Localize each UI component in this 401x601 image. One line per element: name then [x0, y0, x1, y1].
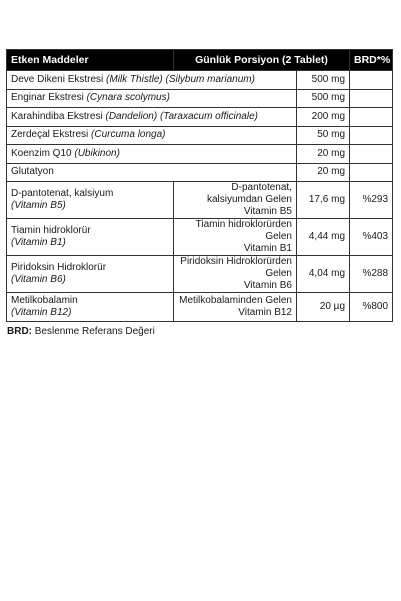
ingredient-name: Zerdeçal Ekstresi: [11, 129, 89, 141]
footnote-abbreviation: BRD:: [7, 326, 32, 337]
ingredient-cell: [7, 108, 297, 127]
ingredient-name: Piridoksin Hidroklorür: [11, 262, 107, 273]
vitamin-source-line: Vitamin B1: [243, 243, 292, 254]
table-row: [7, 108, 393, 127]
ingredient-cell: [7, 163, 297, 182]
ingredient-brd: [350, 89, 393, 108]
ingredient-brd: %403: [350, 219, 393, 256]
ingredient-latin: (Vitamin B5): [11, 200, 66, 211]
ingredient-brd: [350, 126, 393, 145]
ingredient-amount: 50 mg: [297, 126, 350, 145]
vitamin-source-cell: [174, 256, 297, 293]
ingredient-name: Metilkobalamin: [11, 295, 78, 306]
ingredient-cell: [7, 256, 174, 293]
ingredient-amount: 200 mg: [297, 108, 350, 127]
vitamin-source-line: Metilkobalaminden Gelen: [179, 295, 292, 306]
ingredient-cell: [7, 182, 174, 219]
ingredient-brd: [350, 145, 393, 164]
header-brd: BRD*%: [350, 50, 393, 71]
vitamin-source-line: Vitamin B6: [243, 280, 292, 291]
ingredient-cell: [7, 293, 174, 322]
table-row: [7, 71, 393, 90]
ingredient-amount: 4,04 mg: [297, 256, 350, 293]
ingredient-latin: (Curcuma longa): [91, 129, 166, 141]
table-row: [7, 293, 393, 322]
ingredient-name: D-pantotenat, kalsiyum: [11, 188, 114, 199]
ingredient-brd: [350, 163, 393, 182]
ingredient-latin: (Dandelion) (Taraxacum officinale): [105, 110, 258, 122]
ingredient-brd: %288: [350, 256, 393, 293]
ingredient-name: Glutatyon: [11, 166, 54, 178]
ingredients-table: [6, 49, 393, 322]
ingredient-cell: [7, 71, 297, 90]
supplement-facts-panel: [6, 49, 392, 337]
ingredient-latin: (Milk Thistle) (Silybum marianum): [106, 73, 255, 85]
ingredient-cell: [7, 145, 297, 164]
table-row: [7, 256, 393, 293]
table-header-row: [7, 50, 393, 71]
table-row: [7, 163, 393, 182]
table-row: [7, 145, 393, 164]
ingredient-latin: (Vitamin B12): [11, 307, 72, 318]
table-row: [7, 89, 393, 108]
vitamin-source-cell: [174, 182, 297, 219]
vitamin-source-line: Tiamin hidroklorürden Gelen: [195, 219, 292, 242]
vitamin-source-cell: [174, 293, 297, 322]
ingredient-latin: (Cynara scolymus): [86, 92, 170, 104]
ingredient-latin: (Ubikinon): [74, 147, 120, 159]
vitamin-source-line: Piridoksin Hidroklorürden Gelen: [180, 256, 292, 279]
ingredient-amount: 500 mg: [297, 89, 350, 108]
ingredient-amount: 20 mg: [297, 145, 350, 164]
vitamin-source-cell: [174, 219, 297, 256]
ingredient-latin: (Vitamin B6): [11, 274, 66, 285]
ingredient-brd: [350, 108, 393, 127]
ingredient-cell: [7, 219, 174, 256]
ingredient-name: Enginar Ekstresi: [11, 92, 84, 104]
ingredient-amount: 20 µg: [297, 293, 350, 322]
vitamin-source-line: D-pantotenat, kalsiyumdan Gelen: [206, 182, 292, 205]
ingredient-cell: [7, 126, 297, 145]
vitamin-source-line: Vitamin B12: [238, 307, 292, 318]
ingredient-amount: 4,44 mg: [297, 219, 350, 256]
ingredient-cell: [7, 89, 297, 108]
ingredient-name: Deve Dikeni Ekstresi: [11, 73, 104, 85]
ingredient-amount: 20 mg: [297, 163, 350, 182]
ingredient-name: Karahindiba Ekstresi: [11, 110, 103, 122]
footnote: [6, 326, 392, 337]
ingredient-brd: %800: [350, 293, 393, 322]
table-row: [7, 126, 393, 145]
header-ingredients: Etken Maddeler: [7, 50, 174, 71]
ingredient-brd: %293: [350, 182, 393, 219]
ingredient-amount: 500 mg: [297, 71, 350, 90]
ingredient-name: Koenzim Q10: [11, 147, 72, 159]
ingredient-brd: [350, 71, 393, 90]
ingredient-latin: (Vitamin B1): [11, 237, 66, 248]
vitamin-source-line: Vitamin B5: [243, 206, 292, 217]
ingredient-amount: 17,6 mg: [297, 182, 350, 219]
table-row: [7, 219, 393, 256]
ingredient-name: Tiamin hidroklorür: [11, 225, 91, 236]
footnote-text: Beslenme Referans Değeri: [32, 326, 155, 337]
table-row: [7, 182, 393, 219]
header-daily-portion: Günlük Porsiyon (2 Tablet): [174, 50, 350, 71]
